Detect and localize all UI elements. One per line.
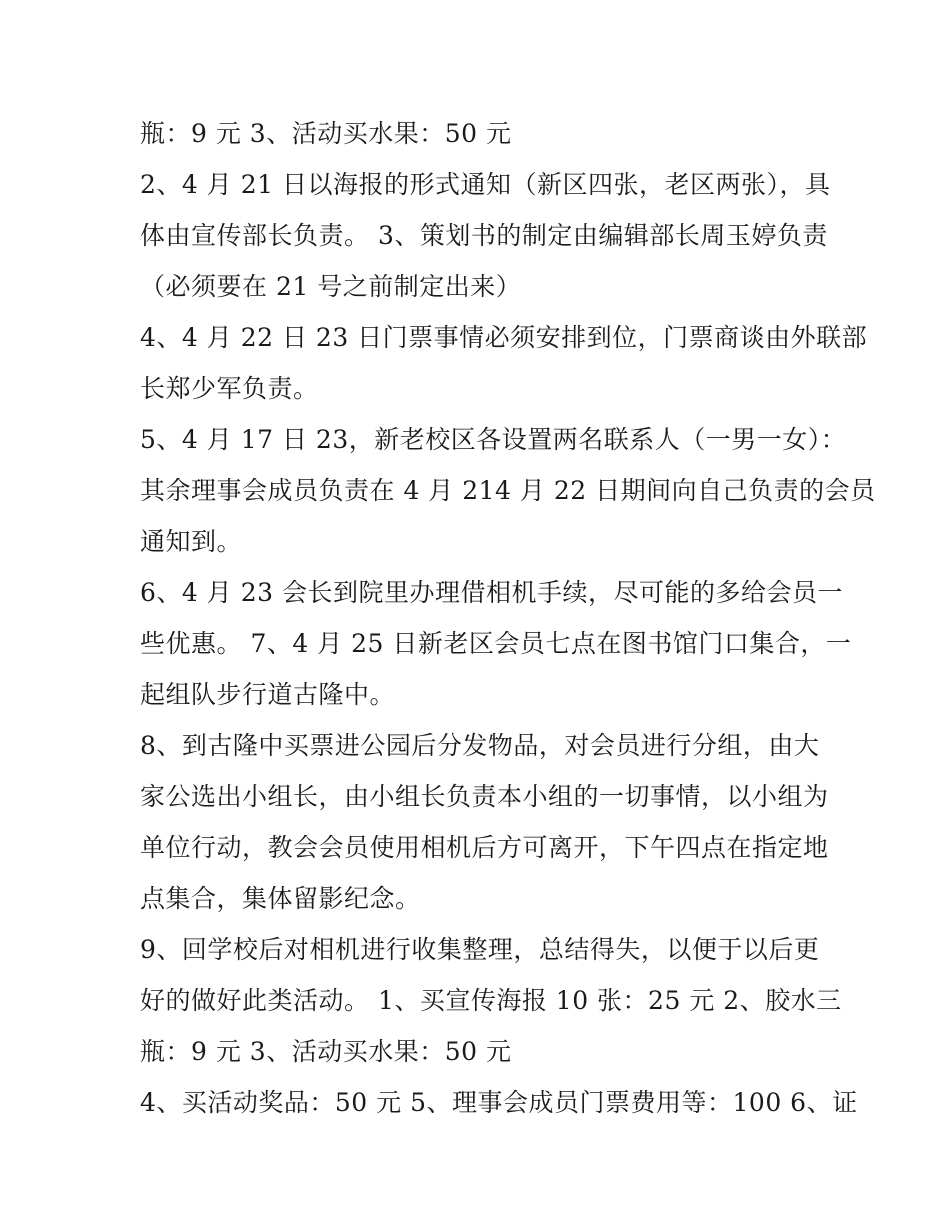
text-line: 4、4 月 22 日 23 日门票事情必须安排到位，门票商谈由外联部	[140, 323, 868, 352]
text-line: 些优惠。 7、4 月 25 日新老区会员七点在图书馆门口集合，一	[140, 629, 852, 658]
text-line: 4、买活动奖品：50 元 5、理事会成员门票费用等：100 6、证	[140, 1088, 858, 1117]
text-line: 单位行动，教会会员使用相机后方可离开，下午四点在指定地	[140, 833, 829, 862]
text-line: 瓶：9 元 3、活动买水果：50 元	[140, 1037, 512, 1066]
text-line: 其余理事会成员负责在 4 月 214 月 22 日期间向自己负责的会员	[140, 476, 876, 505]
text-line: 5、4 月 17 日 23，新老校区各设置两名联系人（一男一女）：	[140, 425, 847, 454]
text-line: 8、到古隆中买票进公园后分发物品，对会员进行分组，由大	[140, 731, 820, 760]
text-line: 家公选出小组长，由小组长负责本小组的一切事情，以小组为	[140, 782, 829, 811]
text-line: 6、4 月 23 会长到院里办理借相机手续，尽可能的多给会员一	[140, 578, 843, 607]
text-line: 9、回学校后对相机进行收集整理，总结得失，以便于以后更	[140, 935, 820, 964]
document-body	[140, 108, 876, 1128]
text-line: 体由宣传部长负责。 3、策划书的制定由编辑部长周玉婷负责	[140, 221, 828, 250]
text-line: 点集合，集体留影纪念。	[140, 884, 421, 913]
text-line: 好的做好此类活动。 1、买宣传海报 10 张：25 元 2、胶水三	[140, 986, 842, 1015]
text-line: 起组队步行道古隆中。	[140, 680, 396, 709]
text-line: （必须要在 21 号之前制定出来）	[140, 272, 522, 301]
text-line: 通知到。	[140, 527, 243, 556]
text-line: 长郑少军负责。	[140, 374, 319, 403]
text-line: 瓶：9 元 3、活动买水果：50 元	[140, 119, 512, 148]
text-line: 2、4 月 21 日以海报的形式通知（新区四张，老区两张），具	[140, 170, 831, 199]
